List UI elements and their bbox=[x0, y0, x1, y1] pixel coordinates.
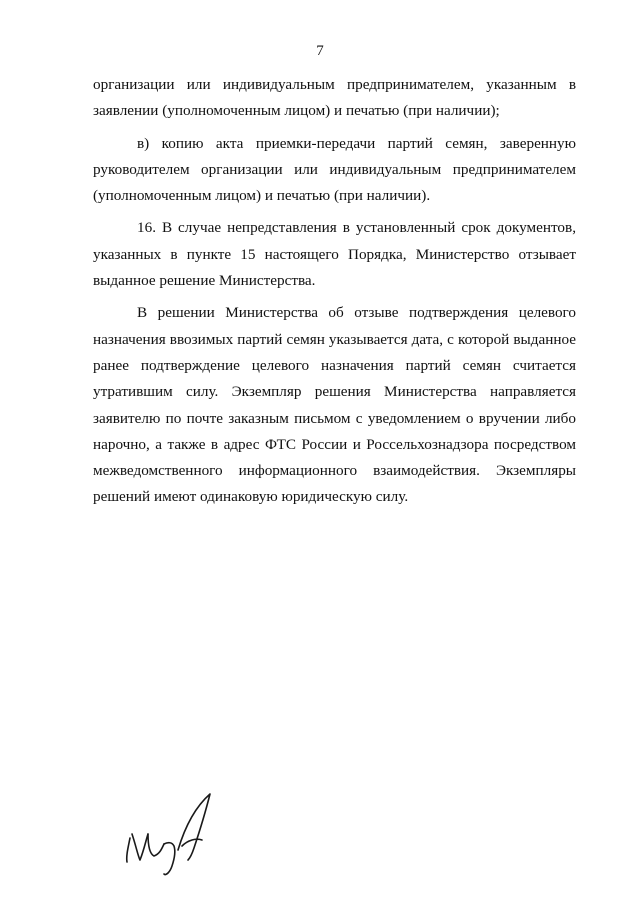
document-body bbox=[93, 72, 576, 511]
paragraph-continuation: организации или индивидуальным предпринимателем, указанным в заявлении (уполномоченным лицом) и печатью (при наличии); bbox=[93, 76, 576, 120]
page-number: 7 bbox=[316, 43, 324, 59]
paragraph-revocation: В решении Министерства об отзыве подтверждения целевого назначения ввозимых партий семян указывается дата, с которой выданное ранее подтверждение целевого назначения партий семян считается утратившим силу. Экземпляр решения Министерства направляется заявителю по почте заказным письмом с уведомлением о вручении либо нарочно, а также в адрес ФТС России и Россельхознадзора посредством межведомственного информационного взаимодействия. Экземпляры решений имеют одинаковую юридическую силу. bbox=[93, 304, 576, 506]
handwritten-signature bbox=[118, 790, 228, 880]
paragraph-item-v: в) копию акта приемки-передачи партий семян, заверенную руководителем организации или индивидуальным предпринимателем (уполномоченным лицом) и печатью (при наличии). bbox=[93, 134, 576, 205]
paragraph-16: 16. В случае непредставления в установленный срок документов, указанных в пункте 15 настоящего Порядка, Министерство отзывает выданное решение Министерства. bbox=[93, 219, 576, 290]
